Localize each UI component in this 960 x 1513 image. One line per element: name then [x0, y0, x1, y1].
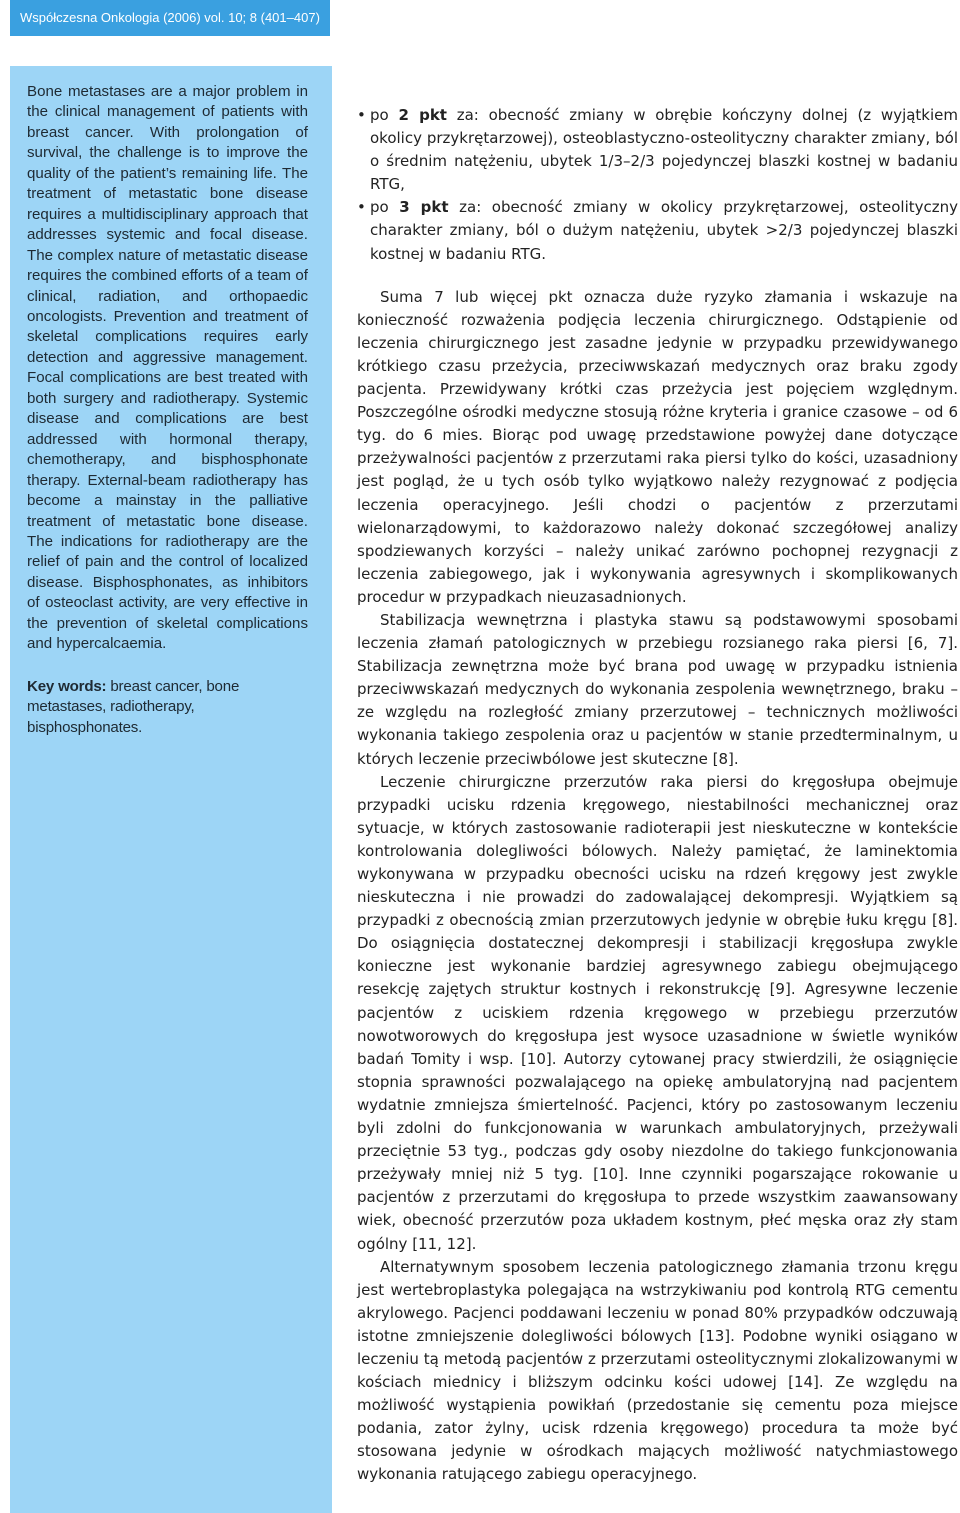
bullet-lead: po [370, 106, 399, 124]
article-body [357, 104, 958, 1487]
bullet-icon: • [357, 106, 366, 124]
bullet-text: za: obecność zmiany w obrębie kończyny dolnej (z wyjątkiem okolicy przykrętarzowej), osteoblastyczno-osteolityczny charakter zmiany, ból o średnim natężeniu, ubytek 1/3–2/3 pojedynczej blaszki kostnej w badaniu RTG, [370, 106, 959, 194]
abstract-text: Bone metastases are a major problem in the clinical management of patients with breast cancer. With prolongation of survival, the challenge is to improve the quality of the patient’s remaining life. The treatment of metastatic bone disease requires a multidisciplinary approach that addresses systemic and focal disease. The complex nature of metastatic disease requires the combined efforts of a team of clinical, radiation, and orthopaedic oncologists. Prevention and treatment of skeletal complications requires early detection and aggressive management. Focal complications are best treated with both surgery and radiotherapy. Systemic disease and complications are best addressed with hormonal therapy, chemotherapy, and bisphosphonate therapy. External-beam radiotherapy has become a mainstay in the palliative treatment of metastatic bone disease. The indications for radiotherapy are the relief of pain and the control of localized disease. Bisphosphonates, as inhibitors of osteoclast activity, are very effective in the prevention of skeletal complications and hypercalcaemia. [27, 83, 308, 653]
abstract-panel [10, 66, 332, 1513]
journal-citation: Współczesna Onkologia (2006) vol. 10; 8 (401–407) [20, 10, 320, 25]
keywords-label: Key words: [27, 677, 107, 695]
scoring-list [357, 104, 958, 266]
points-value: 2 pkt [398, 106, 447, 124]
list-item [357, 196, 958, 265]
body-paragraph: Suma 7 lub więcej pkt oznacza duże ryzyko złamania i wskazuje na konieczność rozważenia podjęcia leczenia chirurgicznego. Odstąpienie od leczenia chirurgicznego jest zasadne jedynie w przypadku przewidywanego krótkiego czasu przeżycia, przeciwwskazań medycznych oraz braku zgody pacjenta. Przewidywany krótki czas przeżycia jest pojęciem względnym. Poszczególne ośrodki medyczne stosują różne kryteria i granice czasowe – od 6 tyg. do 6 mies. Biorąc pod uwagę przedstawione powyżej dane dotyczące przeżywalności pacjentów z przerzutami raka piersi tylko do kości, uzasadniony jest pogląd, że u tych osób tylko wyjątkowo należy rezygnować z podjęcia leczenia operacyjnego. Jeśli chodzi o pacjentów z przerzutami wielonarządowymi, to każdorazowo należy dokonać szczegółowej analizy spodziewanych korzyści – należy unikać zarówno pochopnej rezygnacji z leczenia zabiegowego, jak i wykonywania agresywnych i skomplikowanych procedur w przypadkach nieuzasadnionych. [357, 287, 958, 606]
points-value: 3 pkt [399, 198, 449, 217]
body-paragraph: Stabilizacja wewnętrzna i plastyka stawu są podstawowymi sposobami leczenia złamań patologicznych w przebiegu rozsianego raka piersi [6, 7]. Stabilizacja zewnętrzna może być brana pod uwagę w przypadku istnienia przeciwwskazań medycznych do wykonania zespolenia wewnętrznego, braku – ze względu na rozległość zmiany przerzutowej – technicznych możliwości wykonania takiego zespolenia oraz u pacjentów w stanie przedterminalnym, u których leczenie przeciwbólowe jest skuteczne [8]. [357, 610, 958, 768]
bullet-icon: • [357, 198, 366, 217]
bullet-text: za: obecność zmiany w okolicy przykrętarzowej, osteolityczny charakter zmiany, ból o dużym natężeniu, ubytek >2/3 pojedynczej blaszki kostnej w badaniu RTG. [370, 198, 959, 263]
list-item [357, 104, 958, 196]
keywords [27, 677, 308, 738]
body-paragraph: Leczenie chirurgiczne przerzutów raka piersi do kręgosłupa obejmuje przypadki ucisku rdzenia kręgowego, niestabilności mechanicznej oraz sytuacje, w których zastosowanie radioterapii jest nieskuteczne w kontekście kontrolowania dolegliwości bólowych. Należy pamiętać, że laminektomia wykonywana w przypadku obecności ucisku na rdzeń kręgowy jest zwykle nieskuteczna i nie prowadzi do zadowalającej dekompresji. Wyjątkiem są przypadki z obecnością zmian przerzutowych jedynie w obrębie łuku kręgu [8]. Do osiągnięcia dostatecznej dekompresji i stabilizacji kręgosłupa zwykle konieczne jest wykonanie bardziej agresywnego zabiegu obejmującego resekcję zajętych struktur kostnych i rekonstrukcję [9]. Agresywne leczenie pacjentów z uciskiem rdzenia kręgowego w przebiegu przerzutów nowotworowych do kręgosłupa jest wysoce uzasadnione w świetle wyników badań Tomity i wsp. [10]. Autorzy cytowanej pracy stwierdzili, że osiągnięcie stopnia sprawności pozwalającego na opiekę ambulatoryjną nad pacjentem wydatnie zmniejsza śmiertelność. Pacjenci, który po zastosowanym leczeniu byli zdolni do funkcjonowania w warunkach ambulatoryjnych, przeżywali przeciętnie 53 tyg., podczas gdy osoby niezdolne do takiego funkcjonowania przeżywały mniej niż 5 tyg. [10]. Inne czynniki pogarszające rokowanie u pacjentów z przerzutami do kręgosłupa to przede wszystkim zaawansowany wiek, obecność przerzutów poza układem kostnym, płeć męska oraz zły stam ogólny [11, 12]. [357, 772, 958, 1253]
bullet-lead: po [370, 198, 400, 217]
keywords-list: breast cancer, bone metastases, radiotherapy, bisphosphonates. [27, 677, 240, 736]
body-paragraph: Alternatywnym sposobem leczenia patologicznego złamania trzonu kręgu jest wertebroplastyka polegająca na wstrzykiwaniu pod kontrolą RTG cementu akrylowego. Pacjenci poddawani leczeniu w ponad 80% przypadków odczuwają istotne zmniejszenie dolegliwości bólowych [13]. Podobne wyniki osiągano w leczeniu tą metodą pacjentów z przerzutami osteolitycznymi zlokalizowanymi w kościach miednicy i bliższym odcinku kości udowej [14]. Ze względu na możliwość wystąpienia powikłań (przedostanie się cementu poza miejsce podania, zator żylny, ucisk rdzenia kręgowego) procedura ta może być stosowana jedynie w ośrodkach mających możliwość natychmiastowego wykonania ratującego zabiegu operacyjnego. [357, 1257, 958, 1484]
journal-header [10, 0, 330, 36]
